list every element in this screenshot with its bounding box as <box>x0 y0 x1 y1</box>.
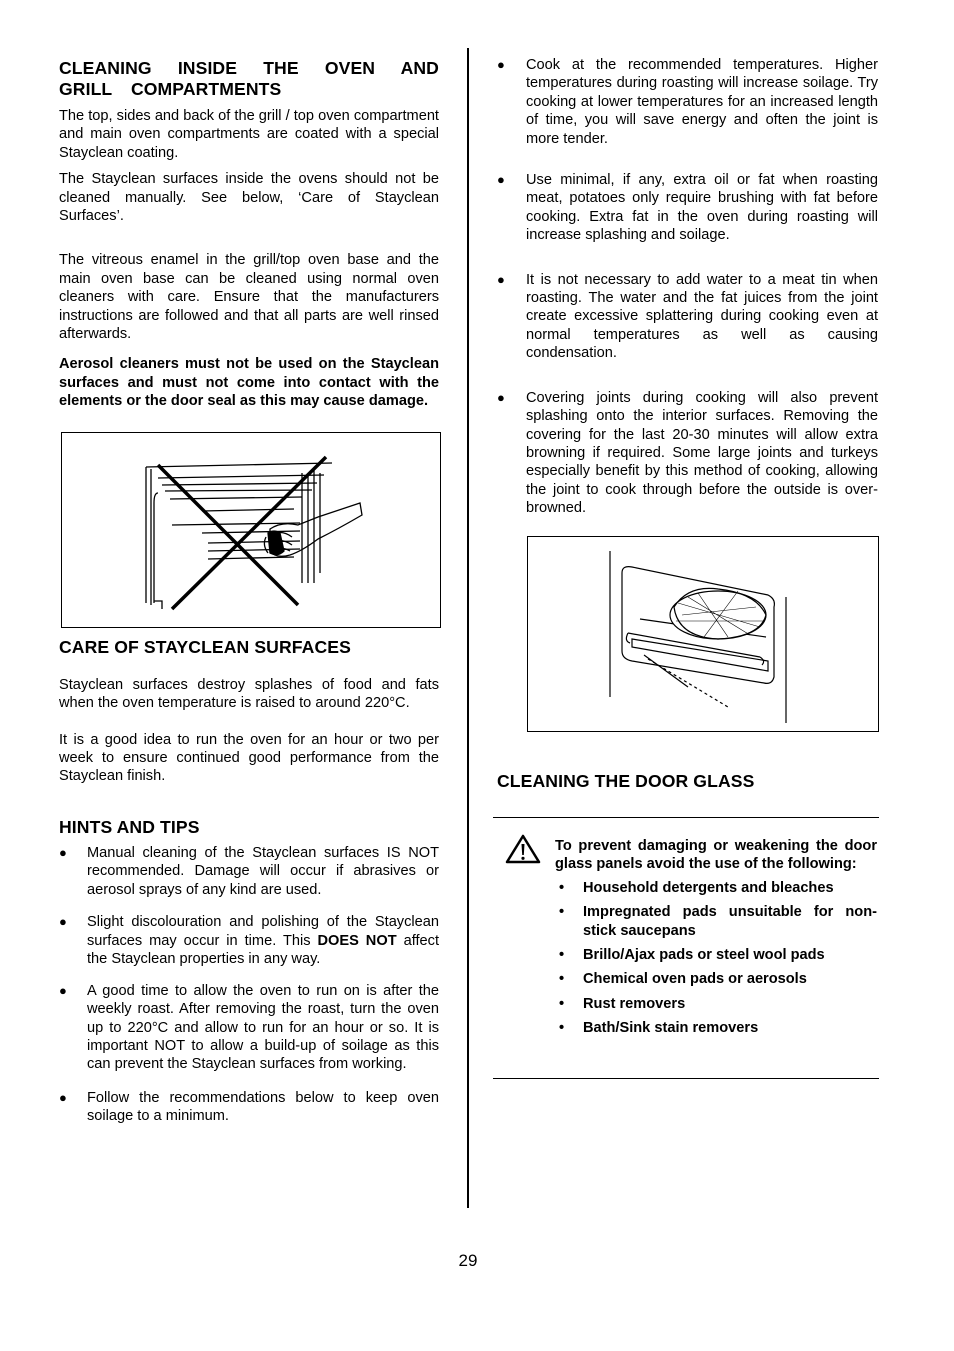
paragraph-not-manual: The Stayclean surfaces inside the ovens should not be cleaned manually. See below, ‘Care of Stayclean Surfaces’. <box>59 171 439 225</box>
left-column <box>59 58 439 1126</box>
warning-item-text: Chemical oven pads or aerosols <box>583 971 807 988</box>
bullet-icon: ● <box>59 913 67 929</box>
bullet-icon: • <box>559 971 565 988</box>
warning-item-text: Household detergents and bleaches <box>583 879 834 896</box>
warning-list-item <box>555 879 877 897</box>
warning-item-text: Impregnated pads unsuitable for non-stick saucepans <box>583 904 877 939</box>
bullet-icon: ● <box>59 1089 67 1105</box>
warning-triangle-icon <box>505 834 541 864</box>
tip-text: Cook at the recommended temperatures. Higher temperatures during roasting will increase soilage. Try cooking at lower temperatures for an increased length of time, you will save energy and often the joint is more tender. <box>526 57 878 147</box>
tip-item <box>497 271 878 363</box>
oven-no-manual-cleaning-illustration <box>61 432 441 628</box>
heading-door-glass: CLEANING THE DOOR GLASS <box>497 770 755 791</box>
tip-text-part: affect the Stayclean properties in any way. <box>87 932 440 968</box>
tip-item <box>59 913 439 969</box>
paragraph-run-oven: It is a good idea to run the oven for an hour or two per week to ensure continued good performance from the Stayclean finish. <box>59 731 439 785</box>
door-glass-warning-box <box>493 817 879 1079</box>
warning-list-item <box>555 903 877 940</box>
crossed-out-oven-image <box>62 433 440 627</box>
bullet-icon: ● <box>497 271 505 287</box>
right-column <box>497 56 878 792</box>
tip-item <box>497 56 878 148</box>
column-divider <box>467 48 469 1208</box>
warning-list <box>555 879 877 1038</box>
tip-item <box>59 982 439 1074</box>
warning-item-text: Brillo/Ajax pads or steel wool pads <box>583 947 825 964</box>
heading-hints-tips: HINTS AND TIPS <box>59 816 200 837</box>
tip-text: Manual cleaning of the Stayclean surfaces IS NOT recommended. Damage will occur if abrasives or aerosol sprays of any kind are used. <box>87 844 439 898</box>
paragraph-vitreous-enamel: The vitreous enamel in the grill/top oven base and the main oven base can be cleaned using normal oven cleaners with care. Ensure that the manufacturers instructions are followed and that all parts are well rinsed afterwards. <box>59 252 439 343</box>
tip-item <box>497 171 878 245</box>
warning-item-text: Bath/Sink stain removers <box>583 1020 759 1037</box>
heading-care-stayclean: CARE OF STAYCLEAN SURFACES <box>59 636 351 657</box>
bullet-icon: • <box>559 904 565 921</box>
bullet-icon: • <box>559 995 565 1012</box>
tip-text-part: Slight discolouration and polishing of the Stayclean surfaces may occur in time. This <box>87 913 439 949</box>
tip-text: Follow the recommendations below to keep oven soilage to a minimum. <box>87 1089 439 1125</box>
paragraph-coating: The top, sides and back of the grill / top oven compartment and main oven compartments are coated with a special Stayclean coating. <box>59 108 439 161</box>
tip-text-emphasis: DOES NOT <box>317 932 397 949</box>
covered-joint-in-oven-image <box>528 537 878 731</box>
paragraph-aerosol-warning: Aerosol cleaners must not be used on the Stayclean surfaces and must not come into contact with the elements or the door seal as this may cause damage. <box>59 356 439 410</box>
tip-item <box>497 389 878 518</box>
bullet-icon: ● <box>59 844 67 860</box>
warning-item-text: Rust removers <box>583 995 686 1012</box>
bullet-icon: ● <box>59 982 67 998</box>
paragraph-stayclean-destroy: Stayclean surfaces destroy splashes of food and fats when the oven temperature is raised to around 220°C. <box>59 676 439 712</box>
tip-text: It is not necessary to add water to a meat tin when roasting. The water and the fat juices from the joint create excessive splattering during cooking even at normal temperatures as well as causing condensation. <box>526 271 878 362</box>
covered-roast-illustration <box>527 536 879 732</box>
tip-item <box>59 1089 439 1126</box>
tip-text: Use minimal, if any, extra oil or fat when roasting meat, potatoes only require brushing with fat before cooking. Extra fat in the oven during roasting will increase splashing and soilage. <box>526 172 878 244</box>
tip-text: A good time to allow the oven to run on is after the weekly roast. After removing the roast, turn the oven up to 220°C and allow to run for an hour or so. It is important NOT to allow a build-up of soilage as this can prevent the Stayclean surfaces from working. <box>87 982 439 1073</box>
tip-item <box>59 844 439 899</box>
page-number: 29 <box>458 1251 478 1270</box>
warning-list-item <box>555 970 877 988</box>
warning-intro: To prevent damaging or weakening the door glass panels avoid the use of the following: <box>555 838 877 873</box>
bullet-icon: ● <box>497 57 505 72</box>
heading-cleaning-inside: CLEANING INSIDE THE OVEN AND GRILL COMPARTMENTS <box>59 58 439 99</box>
tip-text: Covering joints during cooking will also prevent splashing onto the interior surfaces. Removing the covering for the last 20-30 minutes will allow extra browning if required. Some large joints and turkeys especially benefit by this method of cooking, allowing the joint to cook through before the outside is over-browned. <box>526 389 878 517</box>
bullet-icon: • <box>559 879 565 896</box>
warning-text <box>555 837 877 1044</box>
bullet-icon: ● <box>497 172 505 188</box>
warning-list-item <box>555 995 877 1013</box>
bullet-icon: • <box>559 1020 565 1037</box>
bullet-icon: • <box>559 947 565 964</box>
bullet-icon: ● <box>497 389 505 405</box>
warning-list-item <box>555 946 877 964</box>
warning-list-item <box>555 1019 877 1037</box>
